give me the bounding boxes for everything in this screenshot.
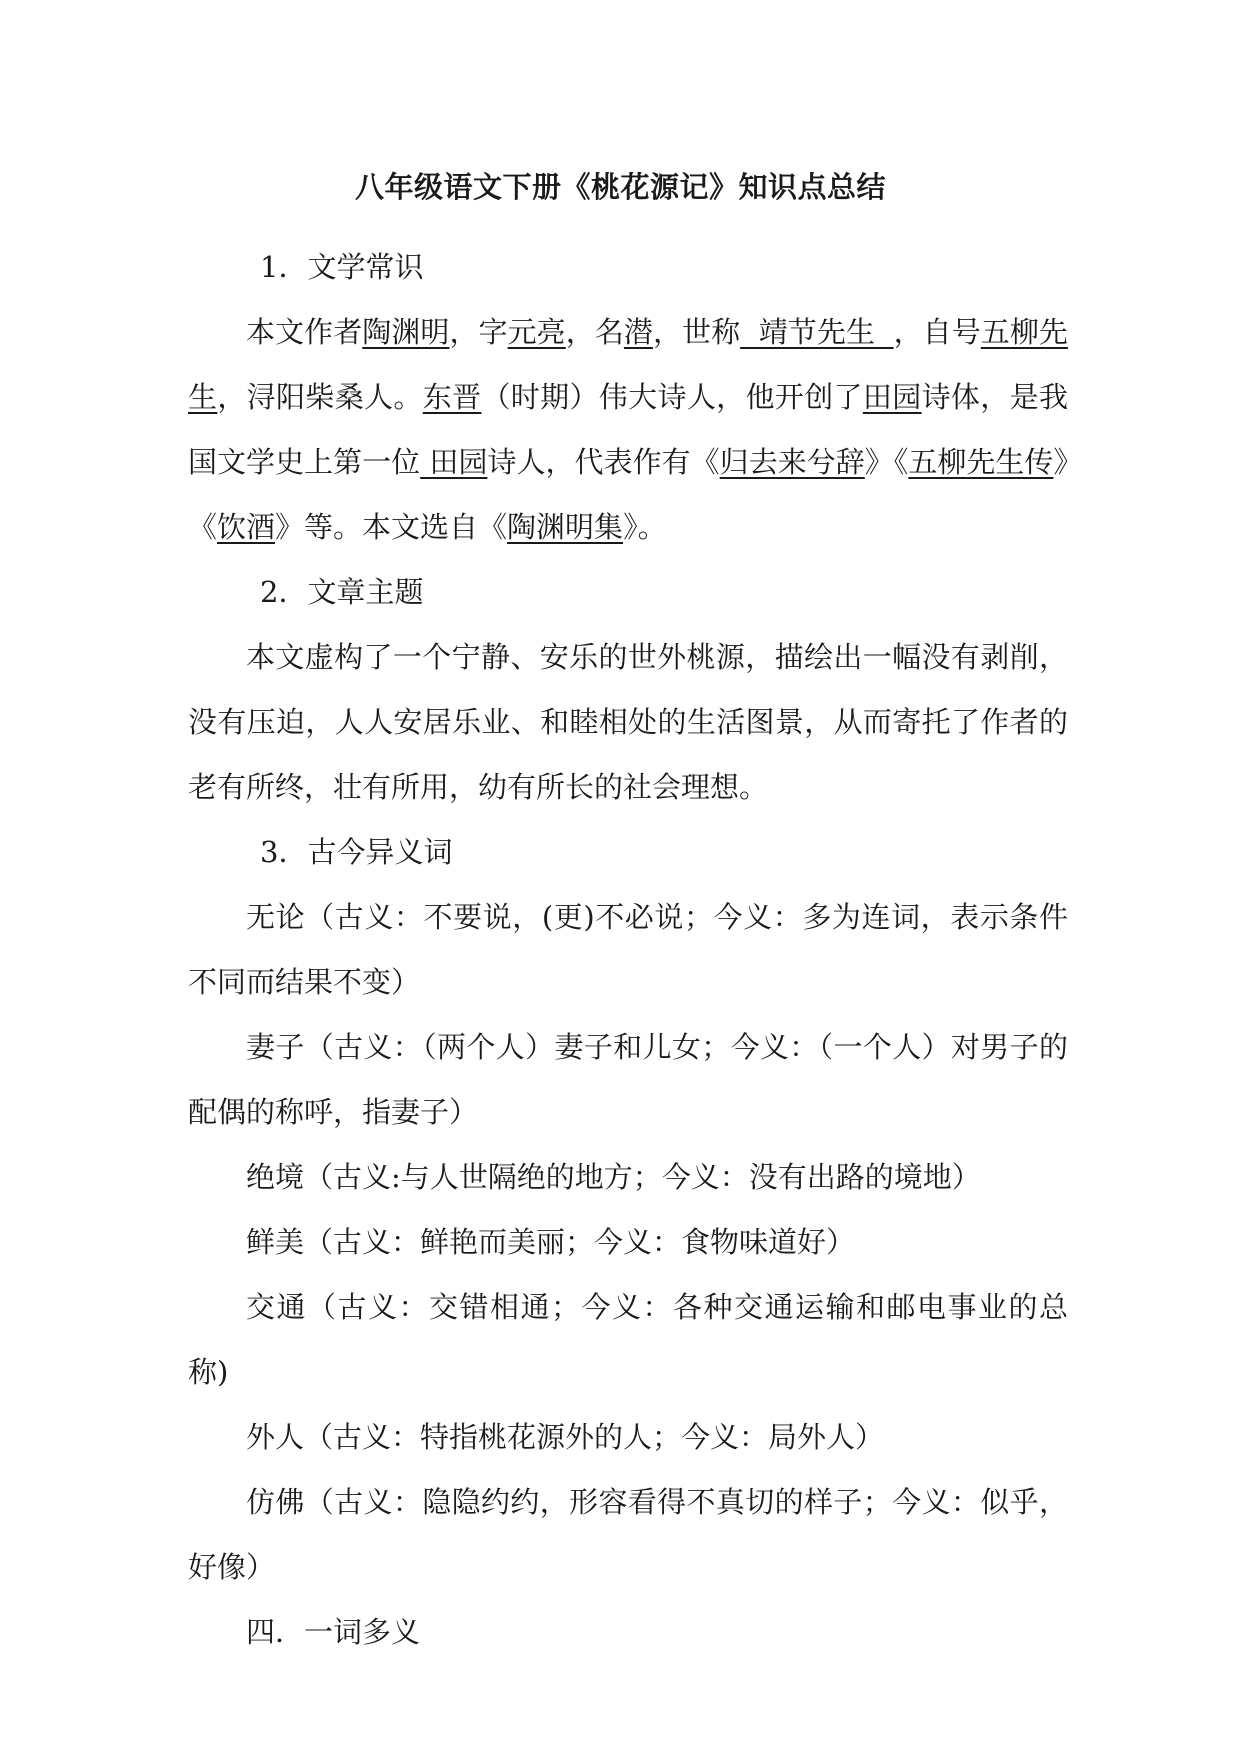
section-heading-theme: 2．文章主题 (260, 575, 424, 609)
text-run: ，名 (565, 315, 624, 349)
vocab-item: 绝境（古义:与人世隔绝的地方；今义：没有出路的境地） (246, 1160, 981, 1194)
underlined-answer: 饮酒 (217, 510, 276, 544)
document-title: 八年级语文下册《桃花源记》知识点总结 (354, 170, 886, 204)
vocab-item: 妻子（古义：（两个人）妻子和儿女；今义：（一个人）对男子的配偶的称呼，指妻子） (188, 1030, 1068, 1129)
text-run: ，浔阳柴桑人。 (217, 380, 423, 414)
text-run: 本文作者 (246, 315, 363, 349)
underlined-answer: 五柳先生传 (908, 445, 1054, 479)
vocab-item: 仿佛（古义：隐隐约约，形容看得不真切的样子；今义：似乎，好像） (188, 1485, 1068, 1584)
theme-paragraph: 本文虚构了一个宁静、安乐的世外桃源，描绘出一幅没有剥削，没有压迫，人人安居乐业、和睦相处的生活图景，从而寄托了作者的老有所终，壮有所用，幼有所长的社会理想。 (188, 640, 1068, 804)
vocab-item: 无论（古义：不要说，(更)不必说；今义：多为连词，表示条件不同而结果不变） (188, 900, 1068, 999)
vocab-item: 交通（古义：交错相通；今义：各种交通运输和邮电事业的总称) (188, 1290, 1068, 1389)
vocab-item: 鲜美（古义：鲜艳而美丽；今义：食物味道好） (246, 1225, 856, 1259)
text-run: 》《 (864, 445, 909, 479)
text-run: （时期）伟大诗人，他开创了 (481, 380, 863, 414)
text-run: 》《 (188, 445, 1068, 544)
section-heading-ancient-modern-meaning: 3．古今异义词 (260, 835, 453, 869)
text-run: 》等。本文选自《 (275, 510, 508, 544)
underlined-answer: 陶渊明 (362, 315, 450, 349)
text-run: ，字 (449, 315, 508, 349)
underlined-answer: 靖节先生 (740, 315, 894, 349)
underlined-answer: 归去来兮辞 (719, 445, 865, 479)
text-run: 》。 (623, 510, 667, 544)
literary-knowledge-paragraph (188, 300, 1068, 560)
text-run: 诗体，是我国文学史上第一位 (188, 380, 1068, 479)
underlined-answer: 田园 (420, 445, 488, 479)
underlined-answer: 五柳先生 (188, 315, 1068, 414)
text-run: 诗人，代表作有《 (487, 445, 720, 479)
underlined-answer: 元亮 (507, 315, 566, 349)
underlined-answer: 田园 (862, 380, 922, 414)
section-heading-literary-knowledge: 1．文学常识 (260, 250, 424, 284)
text-run: ，自号 (893, 315, 981, 349)
vocab-item: 外人（古义：特指桃花源外的人；今义：局外人） (246, 1420, 885, 1454)
underlined-answer: 潜 (623, 315, 653, 349)
section-heading-polysemy: 四．一词多义 (246, 1615, 421, 1649)
text-run: ，世称 (652, 315, 741, 349)
document-body (188, 235, 1068, 1665)
underlined-answer: 陶渊明集 (507, 510, 624, 544)
underlined-answer: 东晋 (422, 380, 482, 414)
